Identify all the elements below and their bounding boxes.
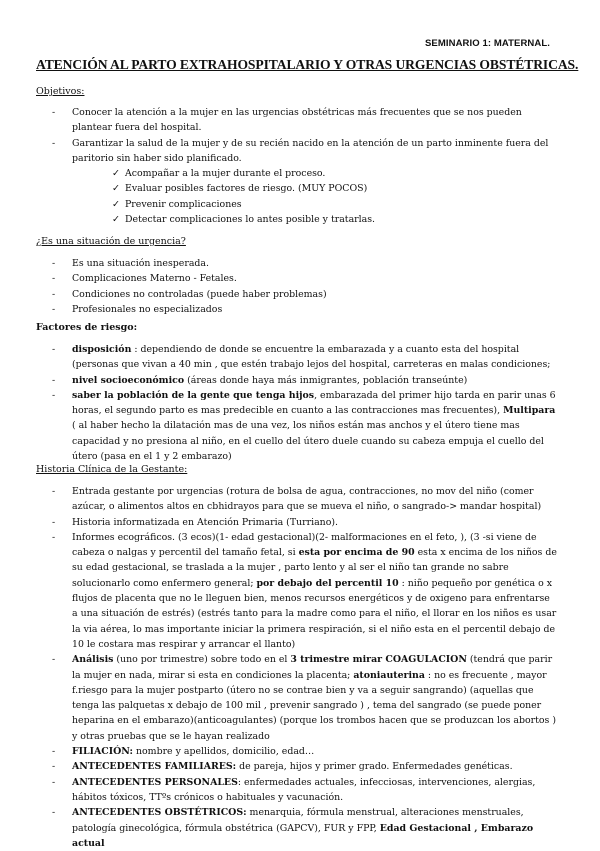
list-item — [52, 652, 557, 744]
check-item — [112, 197, 557, 212]
objetivos-check-list — [72, 166, 557, 227]
list-item: - Historia informatizada en Atención Primaria (Turriano). — [52, 515, 557, 530]
list-item-text: (uno por trimestre) sobre todo en el — [113, 654, 291, 666]
field-label: ANTECEDENTES OBSTÉTRICOS: — [72, 807, 247, 819]
factor-text: , embarazada del primer hijo tarda en parir unas 6 horas, el segundo parto es mas predecible en cuanto a las contracciones mas frecuentes), — [72, 389, 556, 417]
objetivos-heading: Objetivos: — [36, 86, 85, 97]
field-text: de pareja, hijos y primer grado. Enfermedades genéticas. — [236, 761, 513, 773]
emphasis-text: esta por encima de 90 — [298, 547, 415, 559]
list-item: - Condiciones no controladas (puede haber problemas) — [52, 287, 557, 302]
factores-heading: Factores de riesgo: — [36, 322, 138, 333]
emphasis-text: atoniauterina — [353, 669, 425, 681]
check-icon: ✓ — [112, 198, 120, 210]
field-text: nombre y apellidos, domicilio, edad… — [133, 746, 315, 758]
check-item — [112, 181, 557, 196]
check-item-text: Acompañar a la mujer durante el proceso. — [125, 168, 326, 180]
urgencia-list — [52, 256, 557, 317]
list-item-text: Garantizar la salud de la mujer y de su recién nacido en la atención de un parto inminente fuera del paritorio sin haber sido planificado. — [72, 137, 549, 164]
list-item — [52, 342, 557, 373]
factor-term: saber la población de la gente que tenga hijos — [72, 389, 315, 401]
check-icon: ✓ — [112, 214, 120, 226]
seminar-label: SEMINARIO 1: MATERNAL. — [425, 38, 550, 49]
factor-text: ( al haber hecho la dilatación mas de una vez, los niños están mas anchos y el útero tiene mas capacidad y no presiona al niño, en el cuello del útero duele cuando su cabeza empuja el cuello del útero (pasa en el 1 y 2 embarazo) — [72, 420, 544, 463]
check-item-text: Evaluar posibles factores de riesgo. (MUY POCOS) — [125, 183, 368, 195]
urgencia-heading: ¿Es una situación de urgencia? — [36, 236, 186, 247]
field-label: ANTECEDENTES FAMILIARES: — [72, 761, 237, 773]
check-item — [112, 212, 557, 227]
field-text: menarquia, fórmula menstrual, alteraciones menstruales, patología ginecológica, fórmula obstétrica (GAPCV), FUR y FPP, — [72, 807, 524, 834]
factores-list — [52, 342, 557, 464]
list-item: - Entrada gestante por urgencias (rotura de bolsa de agua, contracciones, no mov del niño (comer azúcar, o alimentos altos en cbhidrayos para que se mueva el niño, o sangrado-> mandar hospital) — [52, 484, 557, 515]
check-item-text: Detectar complicaciones lo antes posible y tratarlas. — [125, 214, 376, 226]
list-item — [52, 744, 557, 759]
emphasis-text: por debajo del percentil 10 — [256, 577, 399, 589]
check-item-text: Prevenir complicaciones — [125, 198, 242, 210]
list-item — [52, 805, 557, 851]
list-item — [52, 373, 557, 388]
list-item — [52, 136, 557, 228]
list-item: - Complicaciones Materno - Fetales. — [52, 271, 557, 286]
list-item: - Conocer la atención a la mujer en las urgencias obstétricas más frecuentes que se nos pueden plantear fuera del hospital. — [52, 105, 557, 136]
check-icon: ✓ — [112, 168, 120, 180]
factor-text: (áreas donde haya más inmigrantes, población transeúnte) — [184, 374, 468, 386]
page-title: ATENCIÓN AL PARTO EXTRAHOSPITALARIO Y OTRAS URGENCIAS OBSTÉTRICAS. — [36, 57, 579, 72]
list-item — [52, 530, 557, 652]
objetivos-list — [52, 105, 557, 227]
check-item — [112, 166, 557, 181]
emphasis-text: 3 trimestre mirar COAGULACION — [290, 654, 467, 666]
list-item-text: (tendrá que parir la mujer en nada, mirar si esta en condiciones la placenta; — [72, 654, 553, 681]
factor-term: Multipara — [503, 405, 556, 417]
factor-term: disposición — [72, 344, 132, 355]
field-label: FILIACIÓN: — [72, 746, 134, 758]
list-item-text: Informes ecográficos. (3 ecos)(1- edad gestacional)(2- malformaciones en el feto, ), (3 -si viene de cabeza o nalgas y percentil del tamaño fetal, si — [72, 531, 537, 559]
list-item — [52, 775, 557, 806]
field-label: Edad Gestacional , Embarazo actual — [72, 822, 534, 849]
factor-term: nivel socioeconómico — [72, 374, 185, 386]
emphasis-text: Análisis — [72, 654, 114, 666]
list-item-text: esta x encima de los niños de su edad gestacional, se traslada a la mujer , parto lento y al ser el niño tan grande no sabre solucionarlo como enfermero general; — [72, 547, 557, 589]
list-item: - Es una situación inesperada. — [52, 256, 557, 271]
check-icon: ✓ — [112, 183, 120, 195]
field-text: : enfermedades actuales, infecciosas, intervenciones, alergias, hábitos tóxicos, TTºs crónicos o habituales y vacunación. — [72, 776, 536, 803]
historia-heading: Historia Clínica de la Gestante: — [36, 464, 188, 475]
list-item — [52, 759, 557, 774]
list-item-text: : no es frecuente , mayor f.riesgo para la mujer postparto (útero no se contrae bien y va a seguir sangrando) (aquellas que tenga las palquetas x debajo de 100 mil , prevenir sangrado ) , tema del sangrado (se puede poner heparina en el embarazo)(anticoagulantes) (porque los trombos hacen que se produzcan los abortos ) y otras pruebas que se le hayan realizado — [72, 669, 556, 742]
list-item — [52, 388, 557, 464]
factor-text: : dependiendo de donde se encuentre la embarazada y a cuanto esta del hospital (personas que vivan a 40 min , que estén trabajo lejos del hospital, carreteras en malas condiciones; — [72, 344, 551, 371]
list-item-text: : niño pequeño por genética o x flujos de placenta que no le lleguen bien, menos recursos energéticos y de oxigeno para enfrentarse a una situación de estrés) (estrés tanto para la madre como para el niño, el llorar en los niños es usar la via aérea, lo mas importante iniciar la primera respiración, si el niño esta en el percentil debajo de 10 le costara mas respirar y arrancar el llanto) — [72, 577, 557, 650]
list-item: - Profesionales no especializados — [52, 302, 557, 317]
field-label: ANTECEDENTES PERSONALES — [72, 776, 238, 788]
historia-list — [52, 484, 557, 851]
